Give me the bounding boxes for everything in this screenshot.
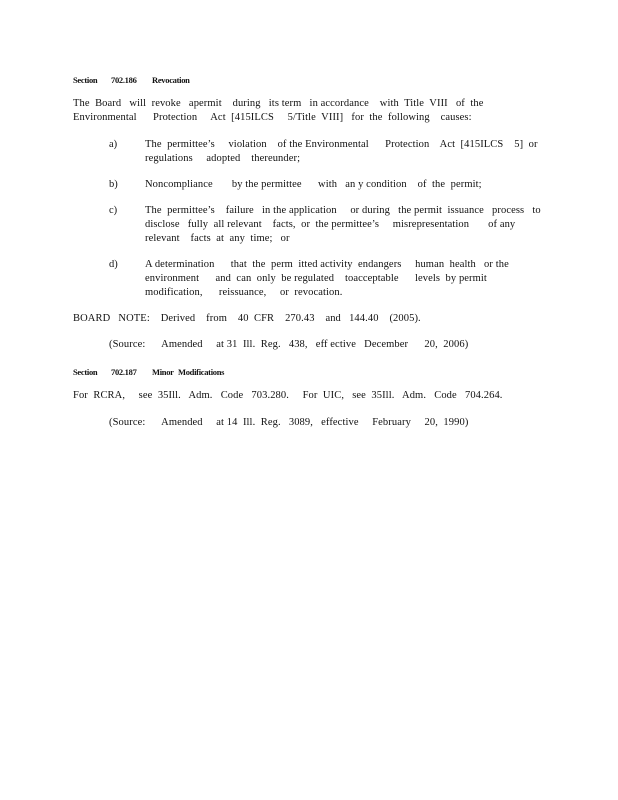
item-d-line-1: A determination that the perm itted activity endangers human health or the bbox=[145, 259, 509, 270]
item-b-line-1: Noncompliance by the permittee with an y condition of the permit; bbox=[145, 179, 482, 190]
item-d-line-3: modification, reissuance, or revocation. bbox=[145, 287, 343, 298]
section-title-part-1: Minor bbox=[152, 367, 174, 377]
section-number: 702.186 bbox=[111, 75, 137, 85]
item-c-line-3: relevant facts at any time; or bbox=[145, 233, 290, 244]
item-a-line-2: regulations adopted thereunder; bbox=[145, 153, 301, 164]
item-a-line-1: The permittee’s violation of the Environmental Protection Act [415ILCS 5] or bbox=[145, 139, 538, 150]
source-note-187: (Source: Amended at 14 Ill. Reg. 3089, effective February 20, 1990) bbox=[109, 417, 469, 428]
section-word: Section bbox=[73, 367, 98, 377]
section-title-part-2: Modifications bbox=[178, 367, 225, 377]
section-title: Revocation bbox=[152, 75, 190, 85]
item-a-label: a) bbox=[109, 139, 118, 150]
intro-line-2: Environmental Protection Act [415ILCS 5/Title VIII] for the following causes: bbox=[73, 112, 472, 123]
item-b-label: b) bbox=[109, 179, 118, 190]
item-d-label: d) bbox=[109, 259, 118, 270]
board-note: BOARD NOTE: Derived from 40 CFR 270.43 and 144.40 (2005). bbox=[73, 313, 421, 324]
item-c-label: c) bbox=[109, 205, 118, 216]
item-c-line-1: The permittee’s failure in the application or during the permit issuance process to bbox=[145, 205, 541, 216]
section-number: 702.187 bbox=[111, 367, 137, 377]
item-c-line-2: disclose fully all relevant facts, or the permittee’s misrepresentation of any bbox=[145, 219, 516, 230]
section-word: Section bbox=[73, 75, 98, 85]
section-702-187-heading bbox=[73, 367, 224, 377]
intro-line-1: The Board will revoke apermit during its term in accordance with Title VIII of the bbox=[73, 98, 484, 109]
section-702-186-heading bbox=[73, 75, 190, 85]
item-d-line-2: environment and can only be regulated toacceptable levels by permit bbox=[145, 273, 487, 284]
source-note-186: (Source: Amended at 31 Ill. Reg. 438, eff ective December 20, 2006) bbox=[109, 339, 469, 350]
section-187-body: For RCRA, see 35Ill. Adm. Code 703.280. For UIC, see 35Ill. Adm. Code 704.264. bbox=[73, 390, 503, 401]
